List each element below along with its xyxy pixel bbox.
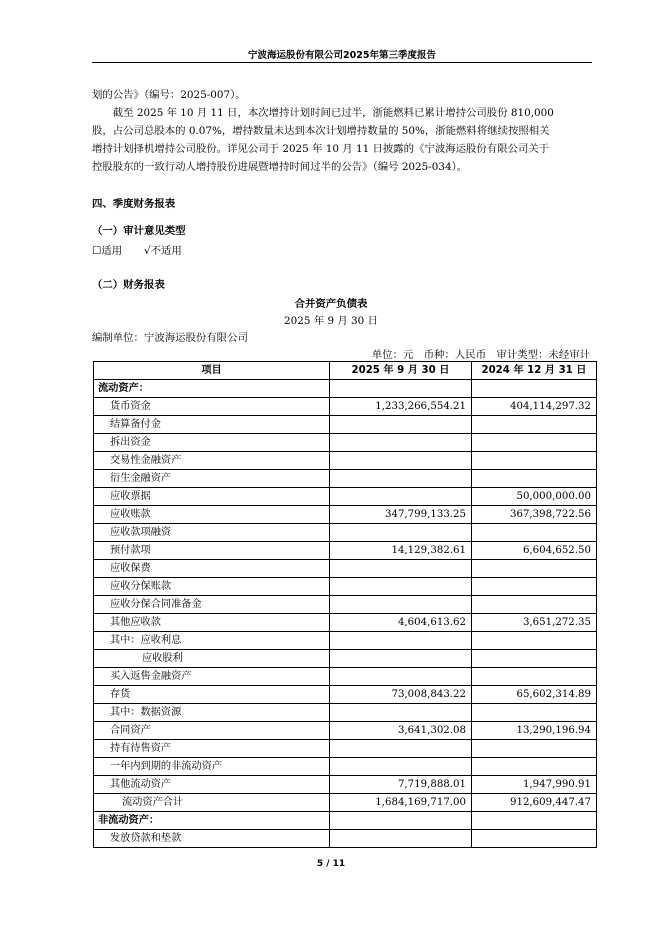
value-2024-12-31: 367,398,722.56	[472, 506, 597, 524]
line-item-label: 衍生金融资产	[94, 470, 330, 488]
value-2024-12-31	[472, 812, 597, 830]
table-row	[94, 632, 597, 650]
value-2025-09-30	[330, 632, 472, 650]
header-rule	[92, 62, 592, 63]
line-item-label: 拆出资金	[94, 434, 330, 452]
line-item-label: 发放贷款和垫款	[94, 830, 330, 848]
section-label: 非流动资产：	[94, 812, 330, 830]
value-2025-09-30: 1,684,169,717.00	[330, 794, 472, 812]
value-2024-12-31	[472, 668, 597, 686]
line-item-label: 合同资产	[94, 722, 330, 740]
value-2025-09-30	[330, 758, 472, 776]
table-row	[94, 560, 597, 578]
value-2024-12-31: 65,602,314.89	[472, 686, 597, 704]
section-label: 流动资产：	[94, 380, 330, 398]
balance-sheet-title: 合并资产负债表	[294, 298, 368, 310]
value-2024-12-31	[472, 632, 597, 650]
table-row	[94, 758, 597, 776]
line-item-label: 应收保费	[94, 560, 330, 578]
table-row	[94, 668, 597, 686]
page-number: 5 / 11	[316, 859, 346, 869]
financial-statements-title: （二）财务报表	[92, 279, 165, 291]
line-item-label: 应收分保账款	[94, 578, 330, 596]
table-row	[94, 524, 597, 542]
value-2024-12-31: 912,609,447.47	[472, 794, 597, 812]
table-row	[94, 650, 597, 668]
line-item-label: 应收分保合同准备金	[94, 596, 330, 614]
report-header: 宁波海运股份有限公司2025年第三季度报告	[248, 50, 436, 61]
value-2025-09-30: 14,129,382.61	[330, 542, 472, 560]
audit-opinion-title: （一）审计意见类型	[92, 225, 186, 237]
line-item-label: 一年内到期的非流动资产	[94, 758, 330, 776]
table-row	[94, 794, 597, 812]
body-line: 截至 2025 年 10 月 11 日，本次增持计划时间已过半，浙能燃料已累计增持公司股份 810,000	[92, 107, 554, 119]
value-2024-12-31: 3,651,272.35	[472, 614, 597, 632]
line-item-label: 应收款项融资	[94, 524, 330, 542]
body-line: 划的公告》（编号：2025-007）。	[92, 89, 246, 101]
line-item-label: 其中：应收利息	[94, 632, 330, 650]
line-item-label: 持有待售资产	[94, 740, 330, 758]
line-item-label: 其他应收款	[94, 614, 330, 632]
table-row	[94, 830, 597, 848]
table-row	[94, 704, 597, 722]
value-2025-09-30	[330, 452, 472, 470]
value-2024-12-31	[472, 380, 597, 398]
audit-not-applicable-option: √不适用	[144, 245, 182, 257]
line-item-label: 预付款项	[94, 542, 330, 560]
column-header: 2025 年 9 月 30 日	[330, 362, 472, 380]
table-row	[94, 776, 597, 794]
line-item-label: 货币资金	[94, 398, 330, 416]
body-line: 增持计划择机增持公司股份。详见公司于 2025 年 10 月 11 日披露的《宁波海运股份有限公司关于	[92, 143, 550, 155]
value-2025-09-30	[330, 560, 472, 578]
value-2024-12-31	[472, 704, 597, 722]
value-2024-12-31	[472, 452, 597, 470]
value-2024-12-31: 1,947,990.91	[472, 776, 597, 794]
units-line: 单位：元 币种：人民币 审计类型：未经审计	[371, 349, 590, 361]
body-line: 股，占公司总股本的 0.07%，增持数量未达到本次计划增持数量的 50%，浙能燃料将继续按照相关	[92, 125, 550, 137]
table-row	[94, 740, 597, 758]
value-2024-12-31: 6,604,652.50	[472, 542, 597, 560]
value-2024-12-31	[472, 596, 597, 614]
body-line: 控股股东的一致行动人增持股份进展暨增持时间过半的公告》（编号 2025-034）。	[92, 161, 468, 173]
balance-sheet-table	[93, 361, 597, 848]
value-2025-09-30	[330, 830, 472, 848]
value-2025-09-30	[330, 416, 472, 434]
audit-applicable-option: ☐适用	[92, 245, 123, 257]
value-2025-09-30: 347,799,133.25	[330, 506, 472, 524]
column-header: 2024 年 12 月 31 日	[472, 362, 597, 380]
line-item-label: 结算备付金	[94, 416, 330, 434]
value-2025-09-30	[330, 434, 472, 452]
value-2024-12-31	[472, 740, 597, 758]
value-2025-09-30	[330, 470, 472, 488]
line-item-label: 存货	[94, 686, 330, 704]
value-2025-09-30: 3,641,302.08	[330, 722, 472, 740]
value-2024-12-31: 404,114,297.32	[472, 398, 597, 416]
value-2024-12-31	[472, 560, 597, 578]
value-2025-09-30	[330, 650, 472, 668]
value-2025-09-30	[330, 596, 472, 614]
table-row	[94, 542, 597, 560]
value-2025-09-30: 73,008,843.22	[330, 686, 472, 704]
table-row	[94, 506, 597, 524]
preparer: 编制单位：宁波海运股份有限公司	[92, 332, 248, 344]
value-2025-09-30	[330, 668, 472, 686]
table-row	[94, 686, 597, 704]
line-item-label: 交易性金融资产	[94, 452, 330, 470]
table-row	[94, 614, 597, 632]
table-row	[94, 470, 597, 488]
value-2024-12-31	[472, 470, 597, 488]
value-2025-09-30: 7,719,888.01	[330, 776, 472, 794]
table-row	[94, 578, 597, 596]
value-2024-12-31	[472, 758, 597, 776]
table-row	[94, 398, 597, 416]
value-2025-09-30	[330, 488, 472, 506]
value-2024-12-31	[472, 524, 597, 542]
value-2024-12-31	[472, 434, 597, 452]
line-item-label: 流动资产合计	[94, 794, 330, 812]
value-2025-09-30	[330, 740, 472, 758]
value-2025-09-30	[330, 578, 472, 596]
table-row	[94, 488, 597, 506]
value-2024-12-31: 50,000,000.00	[472, 488, 597, 506]
line-item-label: 其他流动资产	[94, 776, 330, 794]
value-2025-09-30	[330, 380, 472, 398]
value-2024-12-31	[472, 578, 597, 596]
value-2025-09-30	[330, 704, 472, 722]
table-row	[94, 380, 597, 398]
table-row	[94, 434, 597, 452]
line-item-label: 应收账款	[94, 506, 330, 524]
value-2024-12-31	[472, 830, 597, 848]
line-item-label: 其中：数据资源	[94, 704, 330, 722]
line-item-label: 应收票据	[94, 488, 330, 506]
table-row	[94, 452, 597, 470]
value-2025-09-30	[330, 812, 472, 830]
line-item-label: 买入返售金融资产	[94, 668, 330, 686]
line-item-label: 应收股利	[94, 650, 330, 668]
table-row	[94, 812, 597, 830]
value-2024-12-31	[472, 650, 597, 668]
table-row	[94, 416, 597, 434]
table-row	[94, 722, 597, 740]
column-header: 项目	[94, 362, 330, 380]
section-4-title: 四、季度财务报表	[92, 198, 176, 210]
table-header-row	[94, 362, 597, 380]
value-2024-12-31	[472, 416, 597, 434]
value-2024-12-31: 13,290,196.94	[472, 722, 597, 740]
value-2025-09-30: 1,233,266,554.21	[330, 398, 472, 416]
value-2025-09-30	[330, 524, 472, 542]
table-row	[94, 596, 597, 614]
balance-sheet-date: 2025 年 9 月 30 日	[284, 315, 378, 327]
value-2025-09-30: 4,604,613.62	[330, 614, 472, 632]
